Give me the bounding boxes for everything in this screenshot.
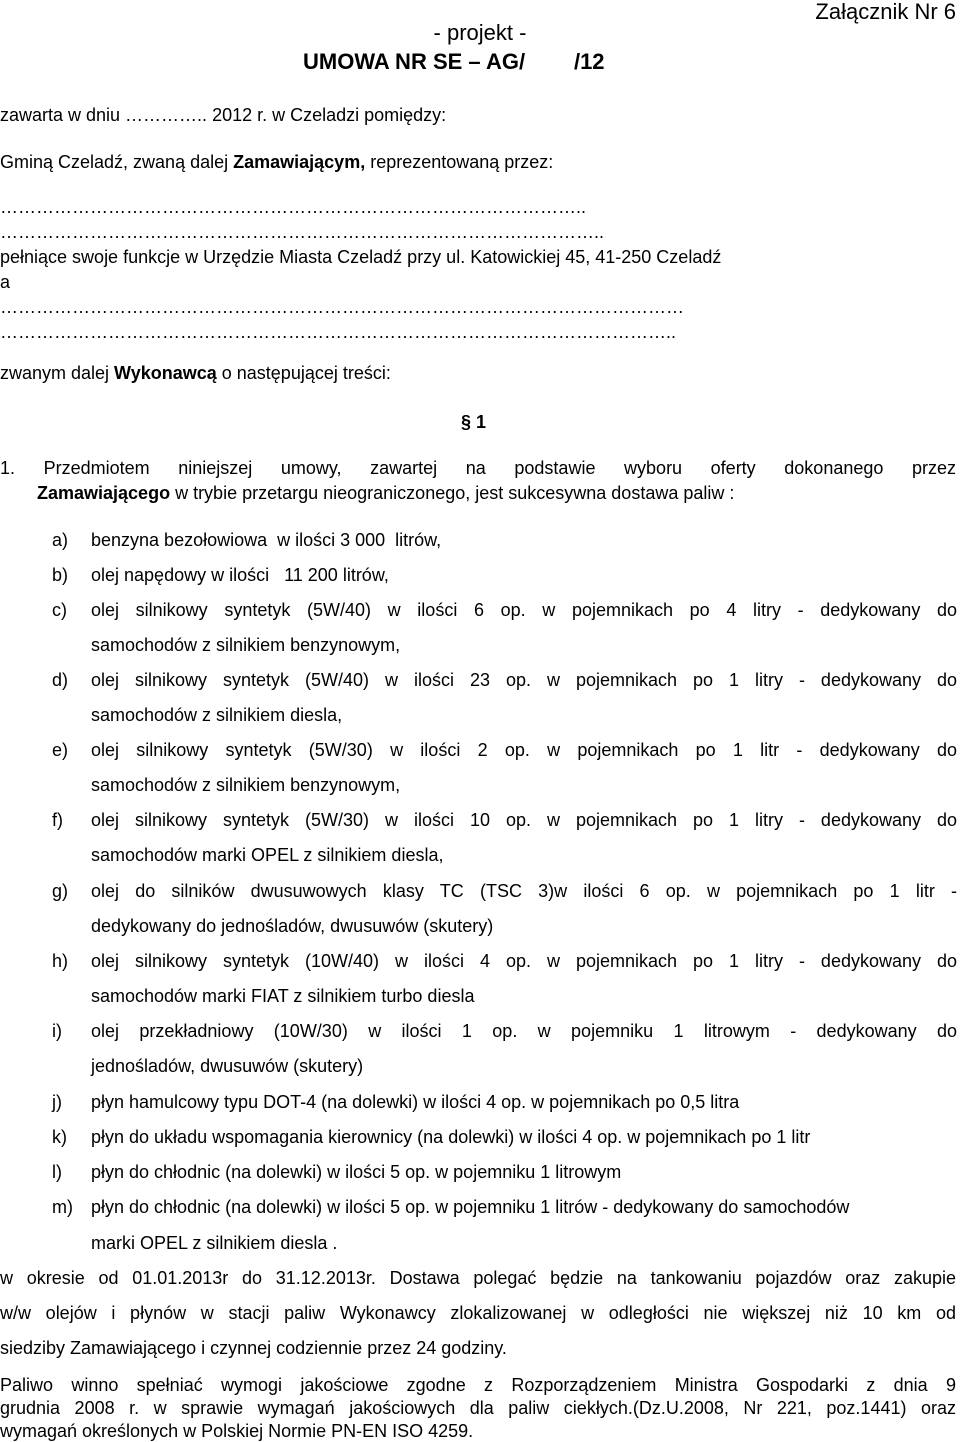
para1-line1: 1. Przedmiotem niniejszej umowy, zawartej na podstawie wyboru oferty dokonanego przez (0, 458, 956, 478)
item-marker: a) (52, 530, 69, 550)
item-marker: k) (52, 1127, 67, 1147)
item-marker: j) (52, 1092, 62, 1112)
item-marker: l) (52, 1162, 62, 1182)
dots-line-4: ………………………………………………………………………………………………….. (0, 322, 677, 342)
quality-line2: grudnia 2008 r. w sprawie wymagań jakościowych dla paliw ciekłych.(Dz.U.2008, Nr 221, poz.1441) oraz (0, 1398, 956, 1418)
item-text-line2: samochodów z silnikiem diesla, (91, 705, 343, 725)
item-text-line1: olej silnikowy syntetyk (5W/40) w ilości 6 op. w pojemnikach po 4 litry - dedykowany do (91, 600, 957, 620)
item-text: olej napędowy w ilości 11 200 litrów, (91, 565, 389, 585)
item-marker: b) (52, 565, 69, 585)
item-text-line1: olej silnikowy syntetyk (5W/40) w ilości 23 op. w pojemnikach po 1 litry - dedykowany do (91, 670, 957, 690)
contract-title: UMOWA NR SE – AG/ /12 (303, 49, 605, 74)
item-text-line2: marki OPEL z silnikiem diesla . (91, 1233, 338, 1253)
period-line2: w/w olejów i płynów w stacji paliw Wykonawcy zlokalizowanej w odległości nie większej niż 10 km od (0, 1303, 956, 1323)
client-name: Zamawiającym, (233, 152, 366, 172)
item-text-line2: samochodów z silnikiem benzynowym, (91, 775, 401, 795)
item-marker: m) (52, 1197, 73, 1217)
item-marker: g) (52, 881, 69, 901)
contractor-pre: zwanym dalej (0, 363, 115, 383)
item-text-line2: jednośladów, dwusuwów (skutery) (91, 1056, 364, 1076)
dots-line-1: …………………………………………………………………………………….. (0, 197, 587, 217)
item-marker: f) (52, 810, 63, 830)
contractor-line (0, 362, 391, 384)
para1-client: Zamawiającego (37, 483, 171, 503)
item-text-line1: olej silnikowy syntetyk (5W/30) w ilości 2 op. w pojemnikach po 1 litr - dedykowany do (91, 740, 957, 760)
draft-label: - projekt - (433, 20, 527, 45)
item-text: płyn hamulcowy typu DOT-4 (na dolewki) w ilości 4 op. w pojemnikach po 0,5 litra (91, 1092, 740, 1112)
client-post: reprezentowaną przez: (365, 152, 554, 172)
item-text-line1: olej silnikowy syntetyk (10W/40) w ilości 4 op. w pojemnikach po 1 litry - dedykowany do (91, 951, 957, 971)
client-line (0, 151, 553, 173)
item-text: płyn do układu wspomagania kierownicy (na dolewki) w ilości 4 op. w pojemnikach po 1 litr (91, 1127, 811, 1147)
item-marker: c) (52, 600, 67, 620)
dots-line-3: …………………………………………………………………………………………………… (0, 297, 684, 317)
item-text-line2: dedykowany do jednośladów, dwusuwów (skutery) (91, 916, 494, 936)
para1-rest: w trybie przetargu nieograniczonego, jest sukcesywna dostawa paliw : (170, 483, 735, 503)
item-text-line1: olej do silników dwusuwowych klasy TC (TSC 3)w ilości 6 op. w pojemnikach po 1 litr - (91, 881, 957, 901)
item-text: benzyna bezołowiowa w ilości 3 000 litrów, (91, 530, 442, 550)
concluded-line: zawarta w dniu ………….. 2012 r. w Czeladzi pomiędzy: (0, 105, 447, 125)
dots-line-2: ……………………………………………………………………………………….. (0, 222, 605, 242)
and-word: a (0, 272, 11, 292)
item-text-line2: samochodów marki FIAT z silnikiem turbo diesla (91, 986, 475, 1006)
period-line1: w okresie od 01.01.2013r do 31.12.2013r. Dostawa polegać będzie na tankowaniu pojazdów oraz zakupie (0, 1268, 956, 1288)
contractor-name: Wykonawcą (114, 363, 217, 383)
office-line: pełniące swoje funkcje w Urzędzie Miasta Czeladź przy ul. Katowickiej 45, 41-250 Czeladź (0, 247, 722, 267)
period-line3: siedziby Zamawiającego i czynnej codziennie przez 24 godziny. (0, 1338, 507, 1358)
item-marker: d) (52, 670, 69, 690)
quality-line3: wymagań określonych w Polskiej Normie PN-EN ISO 4259. (0, 1421, 474, 1441)
item-marker: e) (52, 740, 69, 760)
item-marker: i) (52, 1021, 62, 1041)
item-text: płyn do chłodnic (na dolewki) w ilości 5 op. w pojemniku 1 litrowym (91, 1162, 622, 1182)
item-text-line1: olej przekładniowy (10W/30) w ilości 1 op. w pojemniku 1 litrowym - dedykowany do (91, 1021, 957, 1041)
attachment-label: Załącznik Nr 6 (815, 0, 956, 24)
item-text-line1: płyn do chłodnic (na dolewki) w ilości 5 op. w pojemniku 1 litrów - dedykowany do samochodów (91, 1197, 850, 1217)
quality-line1: Paliwo winno spełniać wymogi jakościowe zgodne z Rozporządzeniem Ministra Gospodarki z dnia 9 (0, 1375, 956, 1395)
item-marker: h) (52, 951, 69, 971)
client-pre: Gminą Czeladź, zwaną dalej (0, 152, 234, 172)
item-text-line1: olej silnikowy syntetyk (5W/30) w ilości 10 op. w pojemnikach po 1 litry - dedykowany do (91, 810, 957, 830)
item-text-line2: samochodów marki OPEL z silnikiem diesla, (91, 845, 444, 865)
para1-line2 (37, 482, 734, 504)
item-text-line2: samochodów z silnikiem benzynowym, (91, 635, 401, 655)
section-mark: § 1 (461, 412, 487, 432)
contractor-post: o następującej treści: (216, 363, 391, 383)
